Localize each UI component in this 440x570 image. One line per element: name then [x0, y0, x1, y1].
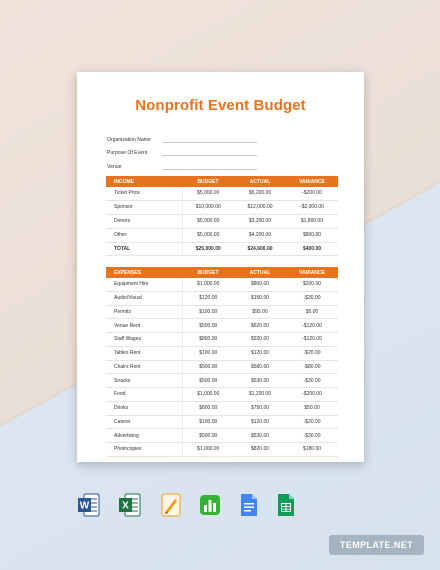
cell-value: -$2,000.00: [286, 200, 338, 214]
cell-value: $500.00: [182, 374, 234, 388]
info-row-venue: [107, 156, 257, 170]
word-icon[interactable]: [78, 493, 98, 517]
expense-row: [106, 291, 338, 305]
column-header: EXPENSES: [106, 267, 182, 278]
cell-value: $1,000.00: [182, 278, 234, 291]
cell-value: $800.00: [182, 401, 234, 415]
row-label: Photocopies: [106, 443, 182, 457]
cell-value: $4,200.00: [234, 228, 286, 242]
row-label: Advertising: [106, 429, 182, 443]
info-fields: [107, 129, 257, 170]
cell-value: $5,200.00: [234, 187, 286, 200]
expense-row: [106, 360, 338, 374]
cell-value: $12,000.00: [234, 200, 286, 214]
cell-value: -$80.00: [286, 360, 338, 374]
cell-value: $100.00: [182, 305, 234, 319]
row-label: Ticket Price: [106, 187, 182, 200]
cell-value: $1,000.00: [182, 388, 234, 402]
expense-row: [106, 346, 338, 360]
cell-value: $5.00: [286, 305, 338, 319]
total-value: $400.00: [286, 242, 338, 256]
row-label: Staff Wages: [106, 333, 182, 347]
cell-value: $820.00: [234, 443, 286, 457]
cell-value: $5,000.00: [182, 187, 234, 200]
app-letter: X: [122, 500, 129, 512]
app-letter: W: [79, 500, 90, 512]
field-label: Purpose Of Event: [107, 150, 148, 156]
cell-value: -$30.00: [286, 429, 338, 443]
cell-value: $180.00: [286, 443, 338, 457]
income-row: [106, 200, 338, 214]
income-total-row: [106, 242, 338, 256]
total-label: TOTAL: [106, 242, 182, 256]
row-label: Drinks: [106, 401, 182, 415]
purpose-of-event-field[interactable]: [162, 146, 257, 156]
cell-value: $580.00: [234, 360, 286, 374]
expense-row: [106, 333, 338, 347]
row-label: Audio/Visual: [106, 291, 182, 305]
cell-value: $1,000.00: [182, 443, 234, 457]
row-label: Venue Rent: [106, 319, 182, 333]
cell-value: $95.00: [234, 305, 286, 319]
cell-value: $500.00: [182, 360, 234, 374]
expense-row: [106, 443, 338, 457]
organization-name-field[interactable]: [162, 133, 257, 143]
cell-value: $750.00: [234, 401, 286, 415]
expense-row: [106, 429, 338, 443]
cell-value: $500.00: [182, 429, 234, 443]
numbers-icon[interactable]: [199, 493, 219, 517]
cell-value: -$200.00: [286, 187, 338, 200]
cell-value: $120.00: [234, 346, 286, 360]
field-label: Organization Name: [107, 136, 151, 143]
cell-value: $500.00: [182, 319, 234, 333]
row-label: Equipment Hire: [106, 278, 182, 291]
column-header: INCOME: [106, 176, 182, 187]
expense-row: [106, 278, 338, 291]
cell-value: $200.00: [286, 278, 338, 291]
income-header-row: [106, 176, 338, 187]
column-header: BUDGET: [182, 267, 234, 278]
cell-value: $1,800.00: [286, 214, 338, 228]
cell-value: $50.00: [286, 401, 338, 415]
cell-value: $920.00: [234, 333, 286, 347]
cell-value: $100.00: [182, 415, 234, 429]
column-header: BUDGET: [182, 176, 234, 187]
cell-value: -$120.00: [286, 319, 338, 333]
expense-row: [106, 374, 338, 388]
cell-value: $5,000.00: [182, 228, 234, 242]
expense-row: [106, 319, 338, 333]
cell-value: $620.00: [234, 319, 286, 333]
row-label: Snacks: [106, 374, 182, 388]
cell-value: $800.00: [286, 228, 338, 242]
expenses-header-row: [106, 267, 338, 278]
expense-row: [106, 401, 338, 415]
cell-value: -$30.00: [286, 291, 338, 305]
expense-row: [106, 415, 338, 429]
income-row: [106, 228, 338, 242]
column-header: VARIANCE: [286, 267, 338, 278]
document-page: [77, 72, 364, 462]
row-label: Sponsor: [106, 200, 182, 214]
cell-value: $1,200.00: [234, 388, 286, 402]
row-label: Other: [106, 228, 182, 242]
total-value: $25,000.00: [182, 242, 234, 256]
cell-value: $100.00: [182, 346, 234, 360]
cell-value: $530.00: [234, 374, 286, 388]
column-header: ACTUAL: [234, 267, 286, 278]
google-sheets-icon[interactable]: [275, 493, 295, 517]
column-header: ACTUAL: [234, 176, 286, 187]
expense-row: [106, 388, 338, 402]
info-row-purpose: [107, 143, 257, 157]
row-label: Caterer: [106, 415, 182, 429]
expenses-table: [106, 267, 338, 457]
cell-value: $10,000.00: [182, 200, 234, 214]
field-label: Venue: [107, 163, 122, 170]
google-docs-icon[interactable]: [238, 493, 258, 517]
row-label: Food: [106, 388, 182, 402]
cell-value: -$120.00: [286, 333, 338, 347]
row-label: Chairs Rent: [106, 360, 182, 374]
income-table: [106, 176, 338, 256]
document-title: Nonprofit Event Budget: [135, 97, 306, 114]
venue-field[interactable]: [162, 160, 257, 170]
row-label: Donors: [106, 214, 182, 228]
excel-icon[interactable]: [119, 493, 139, 517]
pages-icon[interactable]: [160, 493, 180, 517]
expense-row: [106, 305, 338, 319]
cell-value: $150.00: [234, 291, 286, 305]
cell-value: $800.00: [234, 278, 286, 291]
cell-value: -$20.00: [286, 346, 338, 360]
cell-value: $120.00: [234, 415, 286, 429]
app-icons-row: [78, 493, 318, 519]
cell-value: $5,000.00: [182, 214, 234, 228]
cell-value: $530.00: [234, 429, 286, 443]
column-header: VARIANCE: [286, 176, 338, 187]
row-label: Tables Rent: [106, 346, 182, 360]
cell-value: -$200.00: [286, 388, 338, 402]
template-net-badge[interactable]: TEMPLATE.NET: [329, 535, 424, 555]
cell-value: -$20.00: [286, 415, 338, 429]
cell-value: $800.00: [182, 333, 234, 347]
income-row: [106, 187, 338, 200]
row-label: Permits: [106, 305, 182, 319]
total-value: $24,600.00: [234, 242, 286, 256]
cell-value: $120.00: [182, 291, 234, 305]
income-row: [106, 214, 338, 228]
cell-value: $3,200.00: [234, 214, 286, 228]
info-row-organization: [107, 129, 257, 143]
cell-value: -$30.00: [286, 374, 338, 388]
